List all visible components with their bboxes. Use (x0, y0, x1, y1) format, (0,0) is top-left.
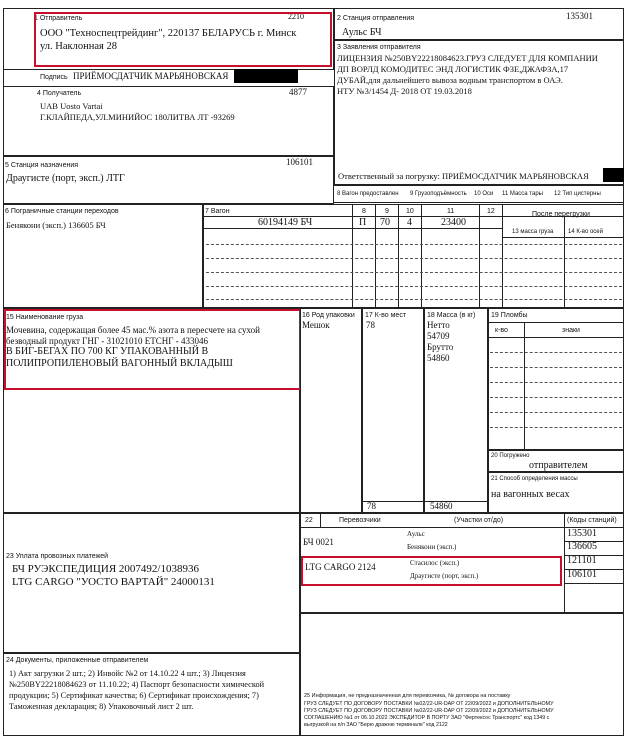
netto-label: Нетто (427, 320, 450, 330)
carrier-row-4-place: Драугисте (порт, эксп.) (410, 572, 479, 580)
responsible-value: ПРИЁМОСДАТЧИК МАРЬЯНОВСКАЯ (442, 171, 589, 181)
redaction-bar-2 (603, 168, 624, 182)
carrier-row-2-code: 136605 (567, 541, 597, 552)
wagon-v11: 23400 (441, 217, 466, 228)
carrier-row-1-code: 135301 (567, 528, 597, 539)
consignee-label: 4 Получатель (37, 90, 82, 97)
wagon-v8: П (359, 217, 367, 228)
border-stations-value: Бенякони (эксп.) 136605 БЧ (6, 220, 106, 230)
packaging-value: Мешок (302, 320, 330, 330)
mass-label: 18 Масса (в кг) (427, 312, 476, 319)
carrier-row-2-place: Бенякони (эксп.) (407, 543, 457, 551)
responsible-caption: Ответственный за погрузку: (338, 171, 440, 181)
sender-address: ул. Наклонная 28 (40, 41, 117, 52)
seals-count-label: к-во (495, 327, 508, 334)
wagon-v10: 4 (407, 217, 412, 228)
documents-label: 24 Документы, приложенные отправителем (6, 657, 149, 664)
consignee-code: 4877 (289, 87, 307, 97)
carrier-row-3-code: 121101 (567, 555, 597, 566)
places-value: 78 (366, 320, 375, 330)
info-line-1: ГРУЗ СЛЕДУЕТ ПО ДОГОВОРУ ПОСТАВКИ №02/22-UR-DAP ОТ 22/09/2022 и ДОПОЛНИТЕЛЬНОМУ (304, 701, 554, 707)
info-label: 25 Информация, не предназначенная для перевозчика, № договора на поставку (304, 693, 511, 699)
redaction-bar (234, 69, 298, 83)
wagon-v9: 70 (380, 217, 390, 228)
carrier-row-2-name: БЧ 0021 (303, 537, 334, 547)
carriers-label: Перевозчики (339, 517, 381, 524)
statement-line-4: НТУ №3/1454 Д- 2018 ОТ 19.03.2018 (337, 86, 472, 96)
seals-marks-label: знаки (562, 327, 580, 334)
wagon-label: 7 Вагон (205, 208, 230, 215)
departure-station-value: Аульс БЧ (342, 27, 382, 38)
colhdr-11: 11 Масса тары (502, 191, 543, 197)
sender-label: 1 Отправитель (34, 15, 83, 22)
signature-value: ПРИЁМОСДАТЧИК МАРЬЯНОВСКАЯ (73, 71, 229, 81)
sections-label: (Участки от/до) (454, 517, 504, 524)
packaging-label: 16 Род упаковки (302, 312, 355, 319)
reload-label: После перегрузки (532, 211, 590, 218)
brutto-label: Брутто (427, 342, 454, 352)
colhdr-10: 10 Оси (474, 191, 494, 197)
cargo-line-3: В БИГ-БЕГАХ ПО 700 КГ УПАКОВАННЫЙ В (6, 346, 209, 357)
departure-station-code: 135301 (566, 11, 593, 21)
places-total: 78 (367, 501, 376, 511)
netto-value: 54709 (427, 331, 450, 341)
cargo-line-1: Мочевина, содержащая более 45 мас.% азота в пересчете на сухой (6, 325, 260, 335)
seals-label: 19 Пломбы (491, 312, 528, 319)
statement-line-3: ДУБАЙ,для дальнейшего вывоза водным транспортом в ОАЭ. (337, 75, 563, 85)
col-9-head: 9 (385, 208, 389, 215)
payments-line-2: LTG CARGO "УОСТО ВАРТАЙ" 24000131 (12, 576, 215, 588)
payments-line-1: БЧ РУЭКСПЕДИЦИЯ 2007492/1038936 (12, 563, 199, 575)
carrier-row-1-place: Аульс (407, 530, 425, 538)
statement-line-1: ЛИЦЕНЗИЯ №250BY22218084623.ГРУЗ СЛЕДУЕТ ДЛЯ КОМПАНИИ (337, 53, 598, 63)
colhdr-12: 12 Тип цистерны (554, 191, 601, 197)
payments-label: 23 Уплата провозных платежей (6, 553, 109, 560)
col-10-head: 10 (406, 208, 414, 215)
documents-line-4: Таможенная декларация; 8) Упаковочный лист 2 шт. (9, 702, 194, 711)
brutto-value: 54860 (427, 353, 450, 363)
wagon-number: 60194149 БЧ (258, 217, 313, 228)
colhdr-9: 9 Грузоподъёмность (410, 191, 467, 197)
reload-mass-label: 13 масса груза (512, 229, 554, 235)
responsible-label (338, 172, 589, 181)
departure-station-label: 2 Станция отправления (337, 15, 415, 22)
consignee-address: Г.КЛАЙПЕДА,УЛ.МИНИЙОС 180ЛИТВА ЛТ -93269 (40, 112, 235, 122)
codes-label: (Коды станций) (567, 517, 617, 524)
cargo-line-2: безводный продукт ГНГ - 31021010 ЕТСНГ - 433046 (6, 336, 208, 346)
sender-highlight (34, 12, 332, 67)
places-box (362, 308, 424, 513)
info-line-2: ГРУЗ СЛЕДУЕТ ПО ДОГОВОРУ ПОСТАВКИ №02/22-UR-DAP ОТ 22/09/2022 и ДОПОЛНИТЕЛЬНОМУ (304, 708, 554, 714)
info-line-4: выгрузкой на п/п ЗАО "Берю дражню терминале" код 2122 (304, 722, 448, 728)
mass-method-value: на вагонных весах (491, 489, 570, 500)
cargo-label: 15 Наименование груза (6, 314, 84, 321)
destination-label: 5 Станция назначения (5, 162, 79, 169)
documents-line-3: продукции; 5) Сертификат качества; 6) Сертификат происхождения; 7) (9, 691, 259, 700)
documents-line-2: №250BY22218084623 от 11.10.22; 4) Паспорт безопасности химической (9, 680, 265, 689)
carrier-row-3-name: LTG CARGO 2124 (305, 562, 376, 572)
colhdr-8: 8 Вагон предоставлен (337, 191, 399, 197)
places-label: 17 К-во мест (365, 312, 407, 319)
loaded-by-value: отправителем (529, 460, 588, 471)
sender-name: ООО "Техноспецтрейдинг", 220137 БЕЛАРУСЬ г. Минск (40, 28, 297, 39)
col-8-head: 8 (362, 208, 366, 215)
packaging-box (300, 308, 362, 513)
reload-axles-label: 14 К-во осей (568, 229, 603, 235)
loaded-by-label: 20 Погружено (491, 453, 530, 459)
consignee-name: UAB Uosto Vartai (40, 101, 103, 111)
documents-line-1: 1) Акт загрузки 2 шт.; 2) Инвойс №2 от 14.10.22 4 шт.; 3) Лицензия (9, 669, 246, 678)
signature-label: Подпись (40, 74, 68, 81)
seals-box (488, 308, 624, 450)
col-11-head: 11 (447, 208, 455, 215)
carrier-row-3-place: Стасилос (эксп.) (410, 559, 460, 567)
destination-value: Драугисте (порт, эксп.) ЛТГ (6, 173, 125, 184)
statements-label: 3 Заявления отправителя (337, 44, 421, 51)
border-stations-label: 6 Пограничные станции переходов (5, 208, 119, 215)
col-12-head: 12 (487, 208, 495, 215)
destination-code: 106101 (286, 157, 313, 167)
carrier-row-4-code: 106101 (567, 569, 597, 580)
carrier-highlight (301, 556, 562, 586)
info-line-3: СОГЛАШЕНИЮ №1 от 06.10.2022 ЭКСПЕДИТОР В ПОРТУ ЗАО "Фертексос Транспортс" код 1349 с (304, 715, 550, 721)
cargo-line-4: ПОЛИПРОПИЛЕНОВЫЙ ВАГОННЫЙ ВКЛАДЫШ (6, 358, 233, 369)
carriers-num: 22 (305, 517, 313, 524)
cargo-highlight (4, 309, 301, 390)
mass-method-label: 21 Способ определения массы (491, 476, 578, 482)
mass-total: 54860 (430, 501, 453, 511)
sender-code: 2210 (288, 12, 304, 21)
statement-line-2: ДП ВОРЛД КОМОДИТЕС ЭНД ЛОГИСТИК ФЗЕ,ДЖАФЗА,17 (337, 64, 569, 74)
